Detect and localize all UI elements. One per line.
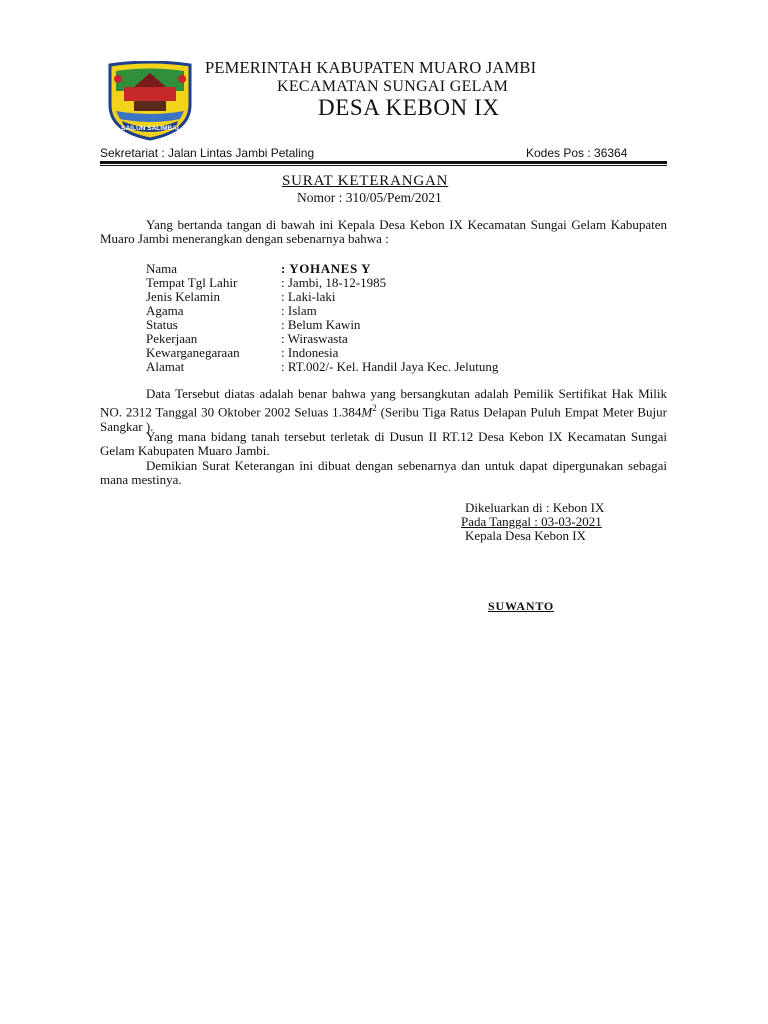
field-label-occupation: Pekerjaan [146, 331, 198, 346]
header-village: DESA KEBON IX [318, 95, 500, 120]
field-value-birth: : Jambi, 18-12-1985 [281, 275, 387, 290]
field-value-address: : RT.002/- Kel. Handil Jaya Kec. Jelutung [281, 359, 499, 374]
header-district: KECAMATAN SUNGAI GELAM [277, 78, 509, 95]
signer-position: Kepala Desa Kebon IX [465, 528, 586, 543]
regency-emblem-icon [104, 61, 196, 141]
field-label-address: Alamat [146, 359, 185, 374]
field-label-gender: Jenis Kelamin [146, 289, 221, 304]
field-value-citizenship: : Indonesia [281, 345, 339, 360]
header-divider-thick [100, 161, 667, 164]
certificate-text-a: Data Tersebut diatas adalah benar bahwa yang bersangkutan adalah Pemilik Sertifikat Hak Milik NO. 2312 Tanggal 30 Oktober 2002 Seluas 1.384 [100, 386, 667, 420]
logo-motto: SAILUN SALIMBAI [121, 125, 179, 132]
field-label-citizenship: Kewarganegaraan [146, 345, 240, 360]
intro-text: Yang bertanda tangan di bawah ini Kepala Desa Kebon IX Kecamatan Sungai Gelam Kabupaten Muaro Jambi menerangkan dengan sebenarnya bahwa : [100, 217, 667, 247]
letter-title: SURAT KETERANGAN [282, 173, 449, 189]
field-value-status: : Belum Kawin [281, 317, 361, 332]
field-value-gender: : Laki-laki [281, 289, 336, 304]
signer-name: SUWANTO [488, 599, 555, 613]
header-divider-thin [100, 165, 667, 166]
field-label-status: Status [146, 317, 178, 332]
header-government: PEMERINTAH KABUPATEN MUARO JAMBI [205, 58, 537, 77]
certificate-text-b: (Seribu Tiga Ratus Delapan Puluh Empat Meter Bujur Sangkar ). [100, 404, 667, 434]
field-label-birth: Tempat Tgl Lahir [146, 275, 238, 290]
field-value-occupation: : Wiraswasta [281, 331, 348, 346]
location-text: Yang mana bidang tanah tersebut terletak di Dusun II RT.12 Desa Kebon IX Kecamatan Sungai Gelam Kabupaten Muaro Jambi. [100, 429, 667, 459]
certificate-paragraph [100, 387, 667, 434]
field-value-religion: : Islam [281, 303, 317, 318]
field-value-name: : YOHANES Y [281, 261, 372, 276]
field-label-religion: Agama [146, 303, 184, 318]
issued-at: Dikeluarkan di : Kebon IX [465, 500, 605, 515]
location-paragraph [100, 430, 667, 459]
postal-code: Kodes Pos : 36364 [526, 146, 628, 160]
field-label-name: Nama [146, 261, 178, 276]
closing-text: Demikian Surat Keterangan ini dibuat dengan sebenarnya dan untuk dapat dipergunakan sebagai mana mestinya. [100, 458, 667, 488]
issued-date: Pada Tanggal : 03-03-2021 [461, 514, 602, 529]
area-unit: M [361, 404, 373, 420]
closing-paragraph [100, 459, 667, 488]
secretariat-address: Sekretariat : Jalan Lintas Jambi Petaling [100, 146, 315, 160]
area-unit-exponent: 2 [372, 403, 377, 414]
intro-paragraph [100, 218, 667, 247]
letter-number: Nomor : 310/05/Pem/2021 [297, 190, 442, 205]
